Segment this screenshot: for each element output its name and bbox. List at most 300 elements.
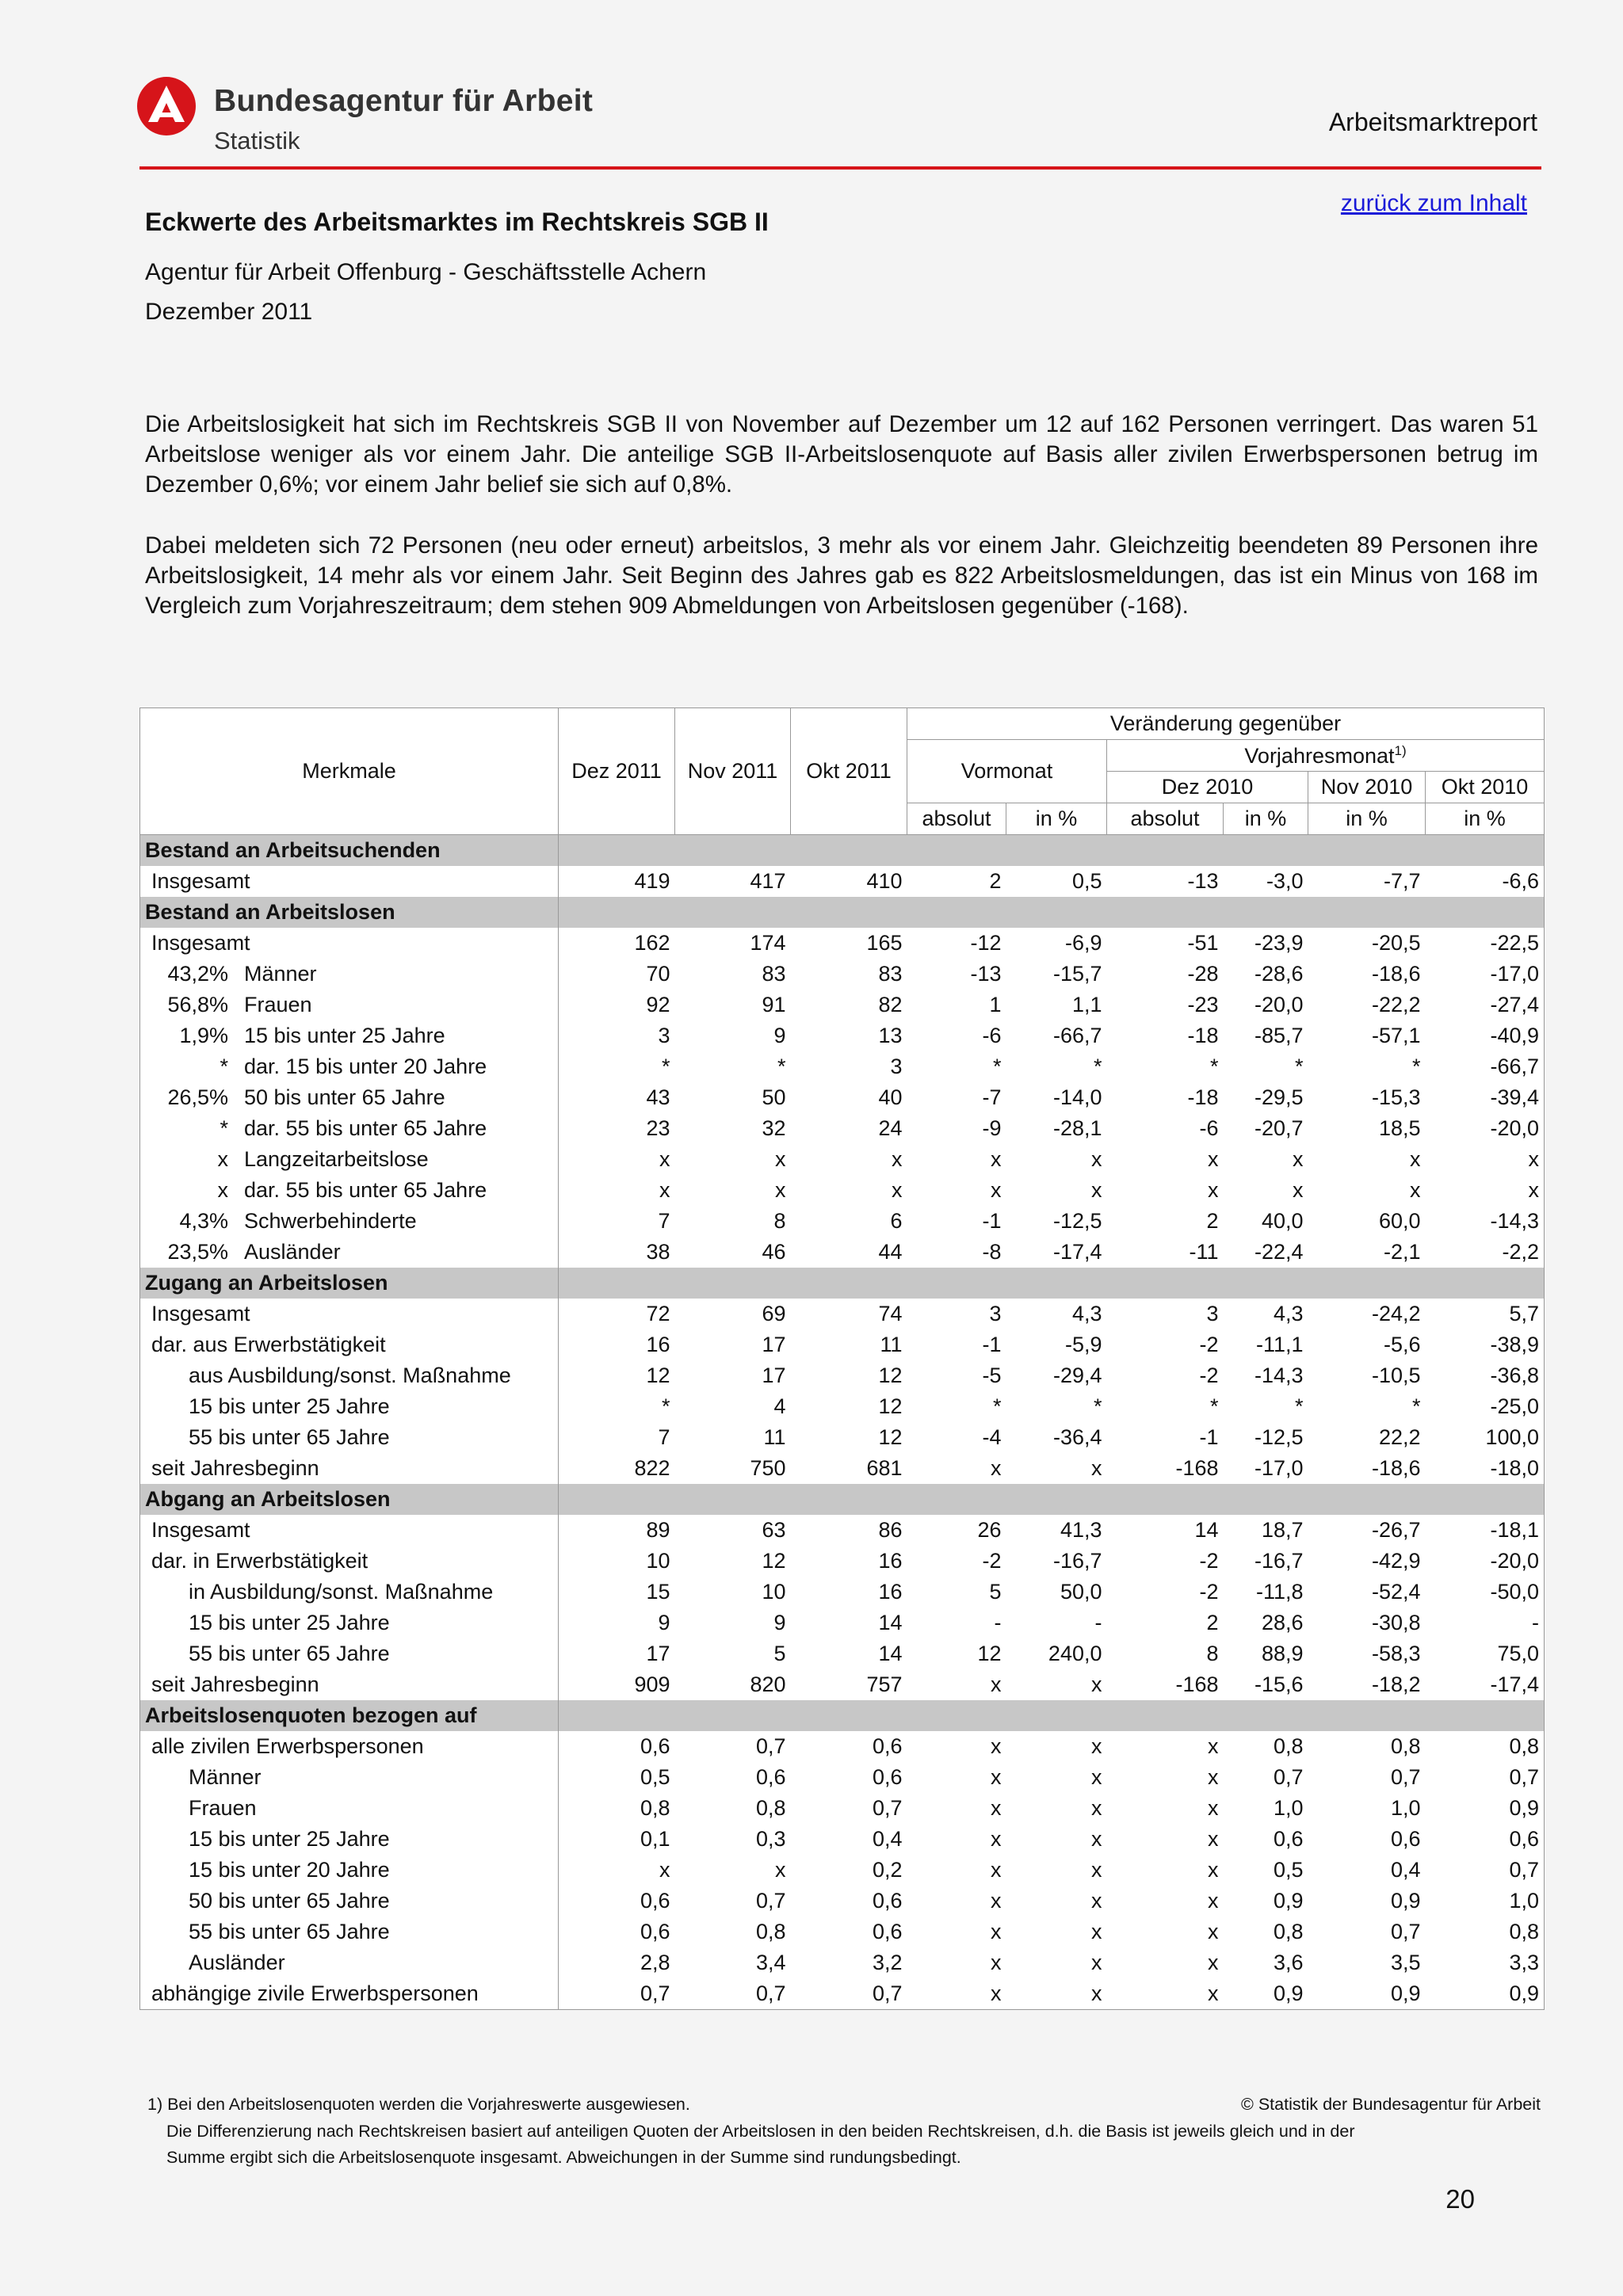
table-row bbox=[140, 1329, 1545, 1360]
table-cell: * bbox=[661, 1055, 670, 1078]
row-label: Insgesamt bbox=[151, 1302, 250, 1325]
row-label-cell bbox=[140, 1453, 559, 1484]
table-cell: 0,8 bbox=[755, 1796, 786, 1820]
table-cell: -2 bbox=[1199, 1580, 1219, 1604]
table-cell: x bbox=[659, 1178, 670, 1202]
table-cell: x bbox=[775, 1858, 786, 1882]
table-cell: x bbox=[659, 1858, 670, 1882]
table-row bbox=[140, 1917, 1545, 1947]
table-cell: x bbox=[991, 1920, 1002, 1943]
table-cell: 0,6 bbox=[640, 1734, 670, 1758]
table-cell: 909 bbox=[634, 1672, 670, 1696]
summary-paragraph-2: Dabei meldeten sich 72 Personen (neu oder erneut) arbeitslos, 3 mehr als vor einem Jahr. Gleichzeitig beendeten 89 Personen ihre Arbeitslosigkeit, 14 mehr als vor einem Jahr. Seit Beginn des Jahres gab es 822 Arbeitslosmeldungen, das ist ein Minus von 168 im Vergleich zum Vorjahreszeitraum; dem stehen 909 Abmeldungen von Arbeitslosen gegenüber (-168). bbox=[145, 532, 1538, 619]
table-cell: -42,9 bbox=[1371, 1549, 1421, 1573]
header-dez2010: Dez 2010 bbox=[1107, 772, 1308, 803]
table-cell: -6 bbox=[1199, 1116, 1219, 1140]
table-cell: -7,7 bbox=[1383, 869, 1421, 893]
row-label-cell bbox=[140, 1793, 559, 1824]
table-cell: -2 bbox=[1199, 1363, 1219, 1387]
table-cell: -40,9 bbox=[1426, 1020, 1545, 1051]
table-cell: 174 bbox=[750, 931, 786, 955]
table-cell: -13 bbox=[1187, 869, 1219, 893]
table-row bbox=[140, 1391, 1545, 1422]
table-cell: 82 bbox=[878, 993, 903, 1016]
table-cell: 16 bbox=[878, 1580, 903, 1604]
row-share: * bbox=[220, 1055, 228, 1078]
table-cell: -26,7 bbox=[1371, 1518, 1421, 1542]
table-cell: 0,9 bbox=[1224, 1978, 1308, 2010]
table-cell: -18 bbox=[1187, 1024, 1219, 1047]
page-title: Eckwerte des Arbeitsmarktes im Rechtskreis SGB II bbox=[145, 208, 769, 236]
table-cell: x bbox=[892, 1147, 903, 1171]
table-cell: -22,5 bbox=[1426, 928, 1545, 959]
table-row bbox=[140, 1886, 1545, 1917]
table-cell: * bbox=[992, 1394, 1002, 1418]
table-cell: -10,5 bbox=[1371, 1363, 1421, 1387]
table-cell: 12 bbox=[646, 1363, 670, 1387]
table-row bbox=[140, 1237, 1545, 1268]
table-cell: 32 bbox=[762, 1116, 786, 1140]
row-label-cell bbox=[140, 1638, 559, 1669]
table-cell: x bbox=[659, 1147, 670, 1171]
table-cell: 0,2 bbox=[872, 1858, 903, 1882]
table-cell: -38,9 bbox=[1426, 1329, 1545, 1360]
table-cell: 0,9 bbox=[1308, 1978, 1426, 2010]
table-cell: -168 bbox=[1175, 1672, 1219, 1696]
row-label: 15 bis unter 25 Jahre bbox=[189, 1827, 390, 1851]
table-row bbox=[140, 1360, 1545, 1391]
header-inpct: in % bbox=[1006, 803, 1107, 835]
row-label-cell bbox=[140, 1422, 559, 1453]
table-row bbox=[140, 1299, 1545, 1329]
table-cell: 0,7 bbox=[1426, 1762, 1545, 1793]
data-table bbox=[139, 707, 1545, 2010]
table-cell: x bbox=[1208, 1951, 1219, 1974]
table-row bbox=[140, 928, 1545, 959]
table-cell: 757 bbox=[866, 1672, 903, 1696]
row-label: Ausländer bbox=[244, 1240, 341, 1264]
table-cell: x bbox=[1208, 1147, 1219, 1171]
table-cell: -5,9 bbox=[1064, 1333, 1102, 1356]
table-cell: 0,9 bbox=[1426, 1978, 1545, 2010]
table-cell: 1,0 bbox=[1273, 1796, 1304, 1820]
row-label-cell bbox=[140, 1886, 559, 1917]
table-cell: x bbox=[1006, 1978, 1107, 2010]
table-cell: 9 bbox=[773, 1024, 786, 1047]
row-label: Männer bbox=[189, 1765, 262, 1789]
table-cell: -14,3 bbox=[1254, 1363, 1304, 1387]
table-cell: 750 bbox=[750, 1456, 786, 1480]
header-merkmale: Merkmale bbox=[140, 708, 559, 835]
table-cell: -5,6 bbox=[1383, 1333, 1421, 1356]
table-cell: -12,5 bbox=[1254, 1425, 1304, 1449]
table-cell: 75,0 bbox=[1426, 1638, 1545, 1669]
table-cell: 822 bbox=[634, 1456, 670, 1480]
table-cell: -2 bbox=[1199, 1333, 1219, 1356]
table-row bbox=[140, 1515, 1545, 1546]
table-row bbox=[140, 1175, 1545, 1206]
table-cell: x bbox=[1208, 1796, 1219, 1820]
table-cell: 7 bbox=[658, 1209, 670, 1233]
table-cell: 11 bbox=[763, 1425, 786, 1449]
table-cell: 0,7 bbox=[559, 1978, 675, 2010]
table-cell: x bbox=[1208, 1827, 1219, 1851]
table-cell: 2 bbox=[1206, 1209, 1219, 1233]
table-row bbox=[140, 1422, 1545, 1453]
table-cell: -28,6 bbox=[1254, 962, 1304, 986]
section-fill bbox=[559, 835, 1545, 867]
table-cell: 0,7 bbox=[755, 1889, 786, 1913]
table-cell: 4 bbox=[773, 1394, 786, 1418]
row-label-cell bbox=[140, 928, 559, 959]
table-cell: 83 bbox=[878, 962, 903, 986]
table-cell: 17 bbox=[762, 1333, 786, 1356]
table-row bbox=[140, 1793, 1545, 1824]
table-cell: 16 bbox=[646, 1333, 670, 1356]
ba-logo-icon bbox=[136, 76, 197, 136]
table-cell: x bbox=[1107, 1978, 1224, 2010]
row-label-cell bbox=[140, 1051, 559, 1082]
table-cell: 0,8 bbox=[640, 1796, 670, 1820]
row-label: seit Jahresbeginn bbox=[151, 1672, 319, 1696]
row-label: 55 bis unter 65 Jahre bbox=[189, 1642, 390, 1665]
table-cell: x bbox=[1091, 1765, 1102, 1789]
table-cell: 0,6 bbox=[1426, 1824, 1545, 1855]
row-share: 4,3% bbox=[179, 1209, 228, 1233]
table-row bbox=[140, 990, 1545, 1020]
table-cell: -6 bbox=[982, 1024, 1002, 1047]
section-title: Zugang an Arbeitslosen bbox=[140, 1268, 559, 1299]
row-label: Schwerbehinderte bbox=[244, 1209, 417, 1233]
table-cell: x bbox=[991, 1889, 1002, 1913]
row-share: 56,8% bbox=[167, 993, 228, 1016]
table-cell: 1,0 bbox=[1426, 1886, 1545, 1917]
table-cell: x bbox=[1293, 1147, 1304, 1171]
table-cell: -6,6 bbox=[1426, 866, 1545, 897]
table-cell: 0,3 bbox=[755, 1827, 786, 1851]
table-cell: -28 bbox=[1187, 962, 1219, 986]
table-cell: -6,9 bbox=[1064, 931, 1102, 955]
table-cell: x bbox=[1426, 1144, 1545, 1175]
table-cell: 7 bbox=[658, 1425, 670, 1449]
table-cell: -2,1 bbox=[1383, 1240, 1421, 1264]
summary-paragraph-1: Die Arbeitslosigkeit hat sich im Rechtskreis SGB II von November auf Dezember um 12 auf 162 Personen verringert. Das waren 51 Arbeitslose weniger als vor einem Jahr. Die anteilige SGB II-Arbeitslosenquote auf Basis aller zivilen Erwerbspersonen betrug im Dezember 0,6%; vor einem Jahr belief sie sich auf 0,8%. bbox=[145, 411, 1538, 498]
table-cell: 12 bbox=[977, 1642, 1002, 1665]
table-cell: -17,0 bbox=[1254, 1456, 1304, 1480]
table-cell: 0,7 bbox=[1390, 1920, 1421, 1943]
row-label: Insgesamt bbox=[151, 869, 250, 893]
table-cell: * bbox=[1209, 1055, 1219, 1078]
table-cell: 6 bbox=[890, 1209, 903, 1233]
table-cell: 9 bbox=[658, 1611, 670, 1634]
back-to-contents-link[interactable]: zurück zum Inhalt bbox=[1340, 190, 1527, 216]
table-cell: -14,0 bbox=[1052, 1085, 1102, 1109]
table-row bbox=[140, 1546, 1545, 1577]
section-title: Bestand an Arbeitsuchenden bbox=[140, 835, 559, 867]
table-cell: 24 bbox=[878, 1116, 903, 1140]
table-cell: 0,7 bbox=[872, 1796, 903, 1820]
section-fill bbox=[559, 1484, 1545, 1515]
table-cell: 0,6 bbox=[1390, 1827, 1421, 1851]
table-cell: -25,0 bbox=[1426, 1391, 1545, 1422]
table-body bbox=[140, 835, 1545, 2010]
table-cell: 44 bbox=[878, 1240, 903, 1264]
table-cell: 12 bbox=[878, 1394, 903, 1418]
row-label-cell bbox=[140, 1669, 559, 1700]
table-cell: 0,5 bbox=[640, 1765, 670, 1789]
table-cell: 86 bbox=[878, 1518, 903, 1542]
table-cell: 0,9 bbox=[1390, 1889, 1421, 1913]
header-inpct: in % bbox=[1224, 803, 1308, 835]
table-cell: x bbox=[991, 1178, 1002, 1202]
table-cell: 0,6 bbox=[640, 1920, 670, 1943]
table-cell: 89 bbox=[646, 1518, 670, 1542]
table-cell: 240,0 bbox=[1048, 1642, 1102, 1665]
table-cell: 0,6 bbox=[640, 1889, 670, 1913]
row-label-cell bbox=[140, 1731, 559, 1762]
row-label-cell bbox=[140, 1082, 559, 1113]
table-cell: 3 bbox=[989, 1302, 1002, 1325]
table-row bbox=[140, 1762, 1545, 1793]
table-row bbox=[140, 1638, 1545, 1669]
row-share: x bbox=[217, 1147, 228, 1171]
row-label: 55 bis unter 65 Jahre bbox=[189, 1920, 390, 1943]
table-cell: 8 bbox=[1206, 1642, 1219, 1665]
table-cell: x bbox=[1091, 1734, 1102, 1758]
table-cell: 0,8 bbox=[1426, 1917, 1545, 1947]
table-cell: x bbox=[1208, 1178, 1219, 1202]
table-cell: x bbox=[991, 1765, 1002, 1789]
row-label-cell bbox=[140, 1824, 559, 1855]
table-cell: 50,0 bbox=[1060, 1580, 1102, 1604]
table-row bbox=[140, 1731, 1545, 1762]
table-cell: 0,6 bbox=[872, 1920, 903, 1943]
row-label-cell bbox=[140, 1206, 559, 1237]
header-dez2011: Dez 2011 bbox=[559, 708, 675, 835]
header-absolut: absolut bbox=[907, 803, 1006, 835]
row-label: abhängige zivile Erwerbspersonen bbox=[151, 1981, 479, 2005]
table-cell: -9 bbox=[982, 1116, 1002, 1140]
row-label: dar. 15 bis unter 20 Jahre bbox=[244, 1055, 487, 1078]
table-cell: -1 bbox=[1199, 1425, 1219, 1449]
table-cell: * bbox=[1093, 1394, 1102, 1418]
row-share: 1,9% bbox=[179, 1024, 228, 1047]
table-cell: 0,7 bbox=[1426, 1855, 1545, 1886]
table-cell: -22,4 bbox=[1254, 1240, 1304, 1264]
table-cell: -18,6 bbox=[1371, 962, 1421, 986]
table-cell: -20,5 bbox=[1371, 931, 1421, 955]
table-cell: 14 bbox=[1194, 1518, 1219, 1542]
row-share: 23,5% bbox=[167, 1240, 228, 1264]
table-cell: 14 bbox=[878, 1642, 903, 1665]
table-cell: 2 bbox=[1206, 1611, 1219, 1634]
table-cell: x bbox=[991, 1951, 1002, 1974]
table-cell: 0,7 bbox=[791, 1978, 907, 2010]
row-label: Ausländer bbox=[189, 1951, 285, 1974]
table-cell: 17 bbox=[646, 1642, 670, 1665]
table-row bbox=[140, 1082, 1545, 1113]
table-cell: 410 bbox=[866, 869, 903, 893]
table-cell: x bbox=[991, 1672, 1002, 1696]
copyright: © Statistik der Bundesagentur für Arbeit bbox=[1241, 2095, 1541, 2114]
row-label-cell bbox=[140, 1608, 559, 1638]
table-cell: -1 bbox=[982, 1333, 1002, 1356]
table-cell: -57,1 bbox=[1371, 1024, 1421, 1047]
footnote-1: 1) Bei den Arbeitslosenquoten werden die Vorjahreswerte ausgewiesen. bbox=[147, 2095, 690, 2114]
table-cell: x bbox=[991, 1456, 1002, 1480]
table-cell: -36,8 bbox=[1426, 1360, 1545, 1391]
table-cell: 0,6 bbox=[1273, 1827, 1304, 1851]
table-cell: x bbox=[1293, 1178, 1304, 1202]
table-cell: -2,2 bbox=[1426, 1237, 1545, 1268]
table-cell: -11,8 bbox=[1255, 1580, 1304, 1604]
table-cell: x bbox=[1091, 1951, 1102, 1974]
row-label-cell bbox=[140, 1299, 559, 1329]
row-label: 50 bis unter 65 Jahre bbox=[189, 1889, 390, 1913]
table-cell: 1,1 bbox=[1071, 993, 1102, 1016]
table-cell: 0,6 bbox=[872, 1734, 903, 1758]
table-cell: -18 bbox=[1187, 1085, 1219, 1109]
table-row bbox=[140, 1855, 1545, 1886]
table-cell: -18,0 bbox=[1426, 1453, 1545, 1484]
table-cell: -58,3 bbox=[1371, 1642, 1421, 1665]
table-cell: -15,3 bbox=[1371, 1085, 1421, 1109]
row-label-cell bbox=[140, 1978, 559, 2010]
table-cell: -52,4 bbox=[1371, 1580, 1421, 1604]
table-cell: 0,8 bbox=[1426, 1731, 1545, 1762]
table-cell: -4 bbox=[982, 1425, 1002, 1449]
table-cell: 74 bbox=[878, 1302, 903, 1325]
table-cell: 50 bbox=[762, 1085, 786, 1109]
row-label: seit Jahresbeginn bbox=[151, 1456, 319, 1480]
row-label-cell bbox=[140, 1577, 559, 1608]
table-cell: x bbox=[1091, 1858, 1102, 1882]
table-cell: -85,7 bbox=[1254, 1024, 1304, 1047]
table-cell: 11 bbox=[880, 1333, 903, 1356]
table-cell: 16 bbox=[878, 1549, 903, 1573]
table-cell: 23 bbox=[646, 1116, 670, 1140]
table-cell: x bbox=[991, 1827, 1002, 1851]
section-row bbox=[140, 1268, 1545, 1299]
table-row bbox=[140, 1453, 1545, 1484]
table-cell: 162 bbox=[634, 931, 670, 955]
row-label-cell bbox=[140, 1762, 559, 1793]
table-cell: -23 bbox=[1187, 993, 1219, 1016]
row-label-cell bbox=[140, 1144, 559, 1175]
table-cell: 4,3 bbox=[1273, 1302, 1304, 1325]
table-cell: -14,3 bbox=[1426, 1206, 1545, 1237]
table-cell: 92 bbox=[646, 993, 670, 1016]
section-title: Bestand an Arbeitslosen bbox=[140, 897, 559, 928]
row-share: 43,2% bbox=[167, 962, 228, 986]
table-cell: -3,0 bbox=[1266, 869, 1304, 893]
table-cell: - bbox=[1094, 1611, 1102, 1634]
table-cell: 13 bbox=[878, 1024, 903, 1047]
table-cell: -17,4 bbox=[1052, 1240, 1102, 1264]
section-fill bbox=[559, 1268, 1545, 1299]
table-cell: 0,6 bbox=[755, 1765, 786, 1789]
table-cell: 12 bbox=[762, 1549, 786, 1573]
row-label: dar. 55 bis unter 65 Jahre bbox=[244, 1116, 487, 1140]
table-cell: -20,0 bbox=[1426, 1113, 1545, 1144]
table-cell: x bbox=[1091, 1920, 1102, 1943]
table-cell: 0,5 bbox=[1071, 869, 1102, 893]
table-cell: 820 bbox=[750, 1672, 786, 1696]
header-nov2010: Nov 2010 bbox=[1308, 772, 1426, 803]
table-cell: 5 bbox=[773, 1642, 786, 1665]
table-cell: 1 bbox=[989, 993, 1002, 1016]
table-cell: -39,4 bbox=[1426, 1082, 1545, 1113]
row-label: 15 bis unter 25 Jahre bbox=[244, 1024, 445, 1047]
section-title: Arbeitslosenquoten bezogen auf bbox=[140, 1700, 559, 1731]
row-label-cell bbox=[140, 1855, 559, 1886]
table-cell: -168 bbox=[1175, 1456, 1219, 1480]
table-cell: x bbox=[1091, 1827, 1102, 1851]
table-cell: 3,4 bbox=[755, 1951, 786, 1974]
section-title: Abgang an Arbeitslosen bbox=[140, 1484, 559, 1515]
footnote-2: Die Differenzierung nach Rechtskreisen basiert auf anteiligen Quoten der Arbeitslosen in den beiden Rechtskreisen, d.h. die Basis ist jeweils gleich und in der bbox=[166, 2122, 1355, 2141]
table-cell: 0,6 bbox=[872, 1889, 903, 1913]
table-cell: -8 bbox=[982, 1240, 1002, 1264]
table-cell: -13 bbox=[970, 962, 1002, 986]
org-subtitle: Statistik bbox=[214, 127, 300, 154]
table-cell: 0,9 bbox=[1273, 1889, 1304, 1913]
row-share: x bbox=[217, 1178, 228, 1202]
agency-subtitle: Agentur für Arbeit Offenburg - Geschäftsstelle Achern bbox=[145, 259, 707, 285]
table-header bbox=[140, 708, 1545, 835]
table-cell: 10 bbox=[646, 1549, 670, 1573]
table-cell: x bbox=[991, 1858, 1002, 1882]
table-cell: 0,7 bbox=[755, 1734, 786, 1758]
section-row bbox=[140, 1700, 1545, 1731]
table-cell: 26 bbox=[977, 1518, 1002, 1542]
table-cell: 22,2 bbox=[1378, 1425, 1421, 1449]
table-cell: x bbox=[1091, 1796, 1102, 1820]
table-cell: 40 bbox=[878, 1085, 903, 1109]
table-cell: 0,6 bbox=[872, 1765, 903, 1789]
table-cell: 2 bbox=[989, 869, 1002, 893]
table-cell: -17,4 bbox=[1426, 1669, 1545, 1700]
row-label: dar. in Erwerbstätigkeit bbox=[151, 1549, 369, 1573]
table-cell: x bbox=[991, 1147, 1002, 1171]
row-label-cell bbox=[140, 1175, 559, 1206]
row-label: in Ausbildung/sonst. Maßnahme bbox=[189, 1580, 494, 1604]
table-cell: 8 bbox=[773, 1209, 786, 1233]
table-cell: * bbox=[1093, 1055, 1102, 1078]
header-nov2011: Nov 2011 bbox=[675, 708, 791, 835]
table-cell: x bbox=[1410, 1178, 1421, 1202]
footnote-marker: 1) bbox=[1394, 742, 1407, 758]
table-row bbox=[140, 1020, 1545, 1051]
table-cell: -20,0 bbox=[1254, 993, 1304, 1016]
table-cell: * bbox=[777, 1055, 786, 1078]
table-cell: -66,7 bbox=[1052, 1024, 1102, 1047]
section-row bbox=[140, 1484, 1545, 1515]
table-cell: 41,3 bbox=[1060, 1518, 1102, 1542]
table-cell: - bbox=[1426, 1608, 1545, 1638]
table-cell: -15,7 bbox=[1052, 962, 1102, 986]
row-label-cell bbox=[140, 990, 559, 1020]
table-cell: 3,6 bbox=[1273, 1951, 1304, 1974]
table-cell: 12 bbox=[878, 1363, 903, 1387]
table-cell: * bbox=[661, 1394, 670, 1418]
table-cell: x bbox=[907, 1978, 1006, 2010]
row-share: 26,5% bbox=[167, 1085, 228, 1109]
table-row bbox=[140, 1577, 1545, 1608]
table-cell: 1,0 bbox=[1390, 1796, 1421, 1820]
table-cell: 63 bbox=[762, 1518, 786, 1542]
page-number: 20 bbox=[1445, 2184, 1475, 2214]
